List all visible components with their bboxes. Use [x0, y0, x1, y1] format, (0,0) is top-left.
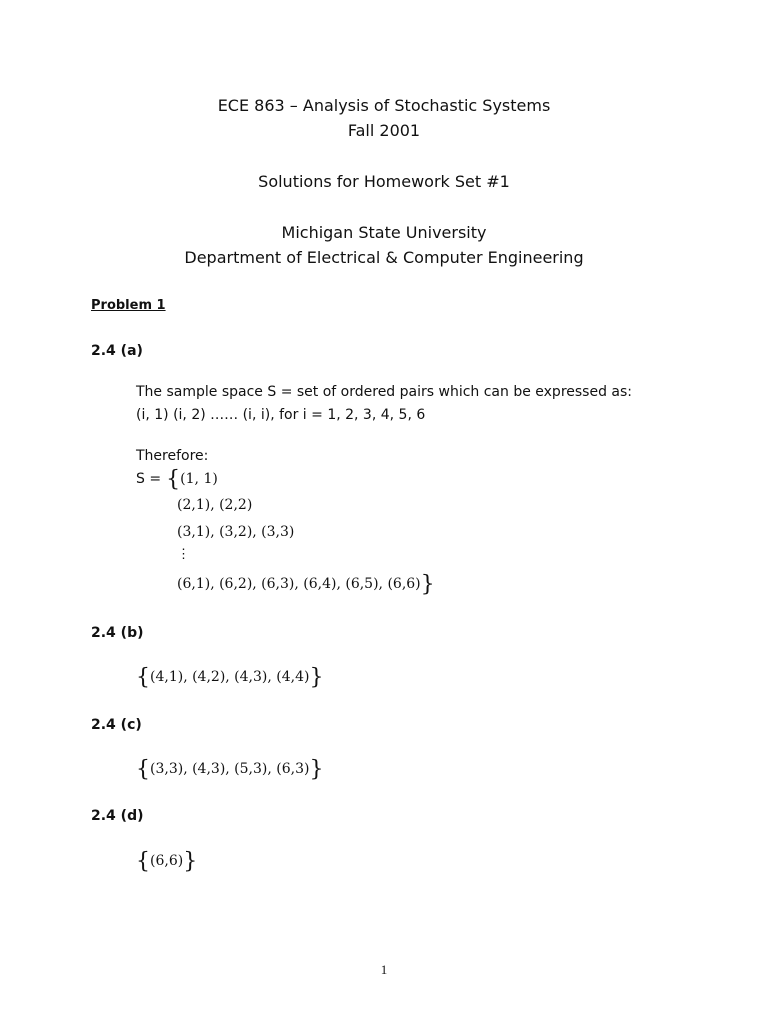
open-brace: { — [136, 757, 150, 782]
set-b-content: (4,1), (4,2), (4,3), (4,4) — [150, 669, 310, 685]
set-c — [136, 758, 323, 781]
close-brace: } — [309, 665, 324, 690]
sample-space-description: The sample space S = set of ordered pairs which can be expressed as: — [136, 384, 633, 400]
set-row-3: (3,1), (3,2), (3,3) — [177, 524, 295, 540]
section-label-b: 2.4 (b) — [91, 625, 144, 641]
section-label-c: 2.4 (c) — [91, 717, 142, 733]
page-number: 1 — [380, 962, 388, 977]
term: Fall 2001 — [347, 121, 421, 140]
set-c-content: (3,3), (4,3), (5,3), (6,3) — [150, 761, 310, 777]
open-brace: { — [166, 467, 181, 492]
course-title: ECE 863 – Analysis of Stochastic Systems — [217, 96, 551, 115]
therefore-label: Therefore: — [136, 448, 209, 464]
set-s-prefix: S = — [136, 471, 162, 487]
ordered-pairs-expression: (i, 1) (i, 2) …… (i, i), for i = 1, 2, 3, 4, 5, 6 — [136, 407, 426, 423]
set-d — [136, 850, 197, 873]
sample-space-set-first-row — [136, 468, 218, 491]
set-row-6: (6,1), (6,2), (6,3), (6,4), (6,5), (6,6) — [177, 576, 421, 592]
vertical-ellipsis: ⋮ — [177, 547, 190, 562]
close-brace: } — [309, 757, 324, 782]
problem-label: Problem 1 — [91, 298, 166, 313]
close-brace: } — [420, 572, 435, 597]
open-brace: { — [136, 849, 150, 874]
set-d-content: (6,6) — [150, 853, 184, 869]
section-label-a: 2.4 (a) — [91, 343, 143, 359]
set-row-1: (1, 1) — [180, 471, 218, 487]
set-row-2: (2,1), (2,2) — [177, 497, 253, 513]
document-title: Solutions for Homework Set #1 — [258, 172, 510, 191]
set-last-row — [177, 573, 435, 596]
department-name: Department of Electrical & Computer Engineering — [184, 248, 584, 267]
section-label-d: 2.4 (d) — [91, 808, 144, 824]
open-brace: { — [136, 665, 150, 690]
close-brace: } — [183, 849, 198, 874]
set-b — [136, 666, 323, 689]
university-name: Michigan State University — [281, 223, 487, 242]
